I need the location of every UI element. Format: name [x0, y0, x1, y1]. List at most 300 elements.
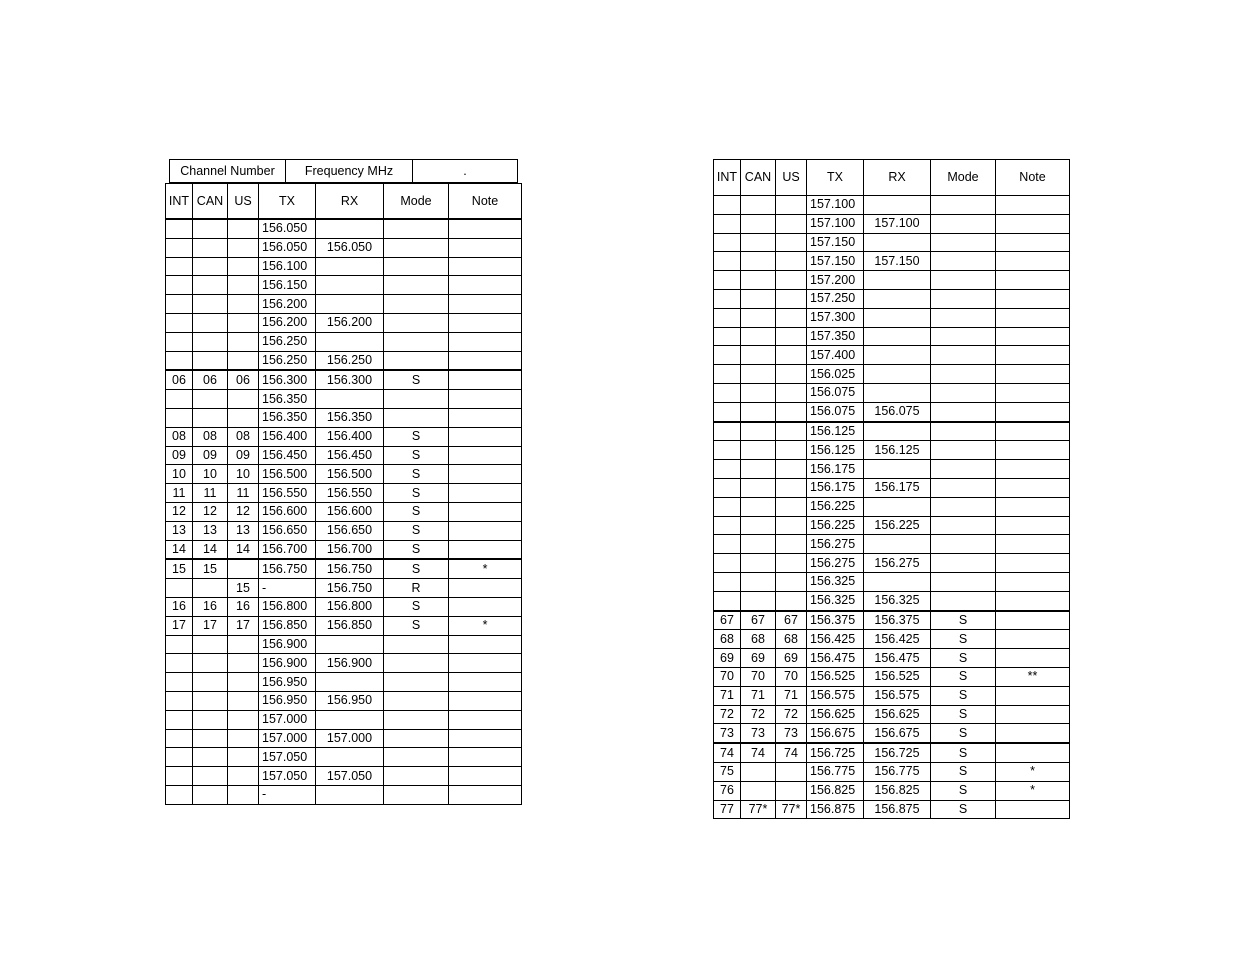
cell-can: 14 [193, 540, 228, 559]
cell-int [714, 516, 741, 535]
table-row [166, 616, 522, 635]
cell-tx: 156.450 [259, 446, 316, 465]
cell-mode [931, 196, 996, 215]
table-row [714, 233, 1070, 252]
cell-rx: 156.700 [316, 540, 384, 559]
cell-int: 16 [166, 597, 193, 616]
cell-us: 70 [776, 667, 807, 686]
cell-rx: 156.375 [864, 611, 931, 630]
cell-rx: 156.300 [316, 370, 384, 389]
cell-int [714, 214, 741, 233]
table-row [166, 767, 522, 786]
table-row [714, 743, 1070, 762]
cell-us: 69 [776, 649, 807, 668]
cell-note [996, 402, 1070, 421]
table-row [166, 390, 522, 409]
cell-tx: 156.325 [807, 572, 864, 591]
table-row [166, 691, 522, 710]
cell-int [714, 252, 741, 271]
cell-int [714, 196, 741, 215]
cell-mode [384, 276, 449, 295]
cell-rx [864, 422, 931, 441]
cell-us [776, 516, 807, 535]
cell-mode: S [931, 667, 996, 686]
cell-us [228, 351, 259, 370]
cell-note [996, 724, 1070, 743]
cell-note [996, 252, 1070, 271]
cell-mode: S [384, 616, 449, 635]
cell-tx: 156.825 [807, 781, 864, 800]
cell-note [996, 554, 1070, 573]
cell-can [193, 635, 228, 654]
cell-mode [384, 785, 449, 804]
cell-rx [316, 220, 384, 239]
cell-int [166, 654, 193, 673]
cell-note [449, 673, 522, 692]
cell-rx [316, 785, 384, 804]
table-row [166, 238, 522, 257]
cell-int: 75 [714, 762, 741, 781]
cell-us [776, 214, 807, 233]
table-row [714, 667, 1070, 686]
cell-note [996, 422, 1070, 441]
cell-note [449, 408, 522, 427]
cell-can: 72 [741, 705, 776, 724]
cell-rx: 156.475 [864, 649, 931, 668]
cell-us [228, 767, 259, 786]
cell-mode [931, 233, 996, 252]
cell-mode [931, 402, 996, 421]
table-row [714, 686, 1070, 705]
cell-us [228, 313, 259, 332]
cell-int: 73 [714, 724, 741, 743]
table-row [714, 535, 1070, 554]
table-row [714, 478, 1070, 497]
cell-us: 74 [776, 743, 807, 762]
cell-note [996, 611, 1070, 630]
cell-tx: 156.800 [259, 597, 316, 616]
cell-tx: 156.525 [807, 667, 864, 686]
cell-tx: 156.050 [259, 238, 316, 257]
cell-rx: 157.000 [316, 729, 384, 748]
cell-rx [316, 673, 384, 692]
cell-us: 11 [228, 484, 259, 503]
table-row [166, 748, 522, 767]
cell-rx: 156.825 [864, 781, 931, 800]
cell-tx: 156.950 [259, 691, 316, 710]
cell-rx [864, 196, 931, 215]
cell-tx: 156.425 [807, 630, 864, 649]
cell-note [996, 233, 1070, 252]
cell-mode: S [931, 762, 996, 781]
cell-rx [316, 295, 384, 314]
left-group-header [169, 159, 518, 183]
cell-int: 08 [166, 427, 193, 446]
cell-can: 09 [193, 446, 228, 465]
cell-us [228, 673, 259, 692]
cell-us: 15 [228, 579, 259, 598]
cell-note [449, 427, 522, 446]
cell-int [714, 308, 741, 327]
cell-tx: 157.050 [259, 748, 316, 767]
table-row [714, 800, 1070, 819]
left-channel-table [165, 219, 522, 805]
cell-note [996, 649, 1070, 668]
cell-tx: 156.325 [807, 591, 864, 610]
cell-us [228, 785, 259, 804]
cell-mode [931, 289, 996, 308]
cell-int [166, 276, 193, 295]
cell-tx: 156.075 [807, 402, 864, 421]
cell-int [714, 478, 741, 497]
cell-tx: 156.875 [807, 800, 864, 819]
cell-can [193, 710, 228, 729]
col-int: INT [714, 160, 741, 196]
cell-can [741, 365, 776, 384]
cell-tx: 156.175 [807, 460, 864, 479]
cell-tx: 156.550 [259, 484, 316, 503]
cell-can [741, 554, 776, 573]
cell-int [166, 313, 193, 332]
cell-note [449, 332, 522, 351]
table-row [714, 271, 1070, 290]
cell-can [741, 591, 776, 610]
cell-mode [931, 441, 996, 460]
cell-can [741, 271, 776, 290]
cell-rx: 156.850 [316, 616, 384, 635]
table-row [714, 383, 1070, 402]
table-row [166, 654, 522, 673]
cell-rx [864, 327, 931, 346]
cell-note [449, 390, 522, 409]
cell-can [193, 295, 228, 314]
table-row [714, 196, 1070, 215]
cell-us [776, 233, 807, 252]
col-can: CAN [741, 160, 776, 196]
cell-note [449, 767, 522, 786]
cell-note [449, 597, 522, 616]
cell-us [776, 289, 807, 308]
table-row [714, 497, 1070, 516]
table-row [714, 289, 1070, 308]
cell-tx: 156.200 [259, 295, 316, 314]
cell-int [714, 422, 741, 441]
cell-note [996, 441, 1070, 460]
table-row [714, 724, 1070, 743]
cell-note [996, 497, 1070, 516]
table-row [714, 630, 1070, 649]
cell-int: 74 [714, 743, 741, 762]
cell-can [193, 220, 228, 239]
cell-tx: 157.150 [807, 252, 864, 271]
cell-rx: 156.750 [316, 579, 384, 598]
cell-note [449, 276, 522, 295]
cell-int [166, 238, 193, 257]
table-row [714, 705, 1070, 724]
col-mode: Mode [384, 184, 449, 219]
cell-can [741, 346, 776, 365]
cell-mode [384, 238, 449, 257]
cell-us [228, 276, 259, 295]
cell-note [449, 313, 522, 332]
cell-can: 68 [741, 630, 776, 649]
cell-int: 69 [714, 649, 741, 668]
cell-can: 69 [741, 649, 776, 668]
cell-mode [931, 497, 996, 516]
cell-can: 17 [193, 616, 228, 635]
cell-int: 13 [166, 521, 193, 540]
cell-can [193, 238, 228, 257]
cell-tx: 156.600 [259, 502, 316, 521]
cell-note [996, 686, 1070, 705]
cell-tx: 157.400 [807, 346, 864, 365]
cell-can [193, 729, 228, 748]
cell-tx: 157.150 [807, 233, 864, 252]
cell-note [996, 383, 1070, 402]
cell-us [776, 781, 807, 800]
cell-note [996, 460, 1070, 479]
cell-note [449, 502, 522, 521]
cell-mode [931, 383, 996, 402]
cell-can [193, 313, 228, 332]
table-row [714, 781, 1070, 800]
cell-note: ** [996, 667, 1070, 686]
cell-mode [384, 654, 449, 673]
cell-rx: 156.275 [864, 554, 931, 573]
channel-number-header: Channel Number [170, 160, 286, 183]
cell-mode [931, 214, 996, 233]
cell-us [228, 559, 259, 578]
cell-note [449, 654, 522, 673]
cell-note [996, 308, 1070, 327]
cell-can [741, 516, 776, 535]
cell-note [996, 591, 1070, 610]
cell-rx: 156.600 [316, 502, 384, 521]
cell-tx: 157.000 [259, 710, 316, 729]
cell-can [193, 579, 228, 598]
cell-int [166, 635, 193, 654]
cell-note [996, 705, 1070, 724]
cell-mode [384, 408, 449, 427]
cell-us [776, 252, 807, 271]
table-row [166, 502, 522, 521]
cell-tx: 156.125 [807, 441, 864, 460]
col-tx: TX [259, 184, 316, 219]
cell-can [193, 673, 228, 692]
cell-mode [931, 271, 996, 290]
cell-int [714, 591, 741, 610]
cell-int: 14 [166, 540, 193, 559]
cell-us [776, 762, 807, 781]
cell-can [741, 422, 776, 441]
col-rx: RX [864, 160, 931, 196]
cell-rx: 156.575 [864, 686, 931, 705]
cell-rx: 156.750 [316, 559, 384, 578]
table-row [166, 427, 522, 446]
cell-us: 17 [228, 616, 259, 635]
cell-rx: 157.100 [864, 214, 931, 233]
table-row [714, 460, 1070, 479]
cell-us [776, 346, 807, 365]
cell-us [228, 220, 259, 239]
cell-int [166, 710, 193, 729]
cell-tx: 156.775 [807, 762, 864, 781]
cell-note [449, 521, 522, 540]
table-row [714, 308, 1070, 327]
cell-tx: - [259, 579, 316, 598]
table-row [166, 559, 522, 578]
cell-us: 77* [776, 800, 807, 819]
cell-int: 15 [166, 559, 193, 578]
cell-rx [316, 710, 384, 729]
col-note: Note [449, 184, 522, 219]
cell-mode: S [931, 630, 996, 649]
cell-us [776, 497, 807, 516]
cell-us [228, 408, 259, 427]
cell-rx: 157.150 [864, 252, 931, 271]
cell-int [166, 729, 193, 748]
cell-us: 67 [776, 611, 807, 630]
cell-int [166, 673, 193, 692]
cell-int [714, 327, 741, 346]
cell-mode: S [931, 649, 996, 668]
col-mode: Mode [931, 160, 996, 196]
cell-us [776, 308, 807, 327]
cell-rx [864, 535, 931, 554]
cell-us [776, 422, 807, 441]
cell-can [741, 383, 776, 402]
cell-can [741, 441, 776, 460]
cell-us [228, 729, 259, 748]
cell-rx: 156.775 [864, 762, 931, 781]
cell-us [776, 460, 807, 479]
cell-tx: 156.025 [807, 365, 864, 384]
table-row [166, 332, 522, 351]
cell-mode [931, 327, 996, 346]
cell-rx: 156.350 [316, 408, 384, 427]
cell-mode [931, 460, 996, 479]
cell-tx: 156.400 [259, 427, 316, 446]
col-note: Note [996, 160, 1070, 196]
cell-int: 09 [166, 446, 193, 465]
cell-can [741, 460, 776, 479]
cell-us [776, 365, 807, 384]
col-us: US [776, 160, 807, 196]
cell-tx: 156.225 [807, 497, 864, 516]
table-row [166, 597, 522, 616]
cell-mode [931, 422, 996, 441]
cell-int [166, 691, 193, 710]
cell-can [193, 257, 228, 276]
cell-tx: 157.000 [259, 729, 316, 748]
cell-mode: S [931, 611, 996, 630]
cell-note [449, 484, 522, 503]
cell-int [166, 785, 193, 804]
cell-note [449, 370, 522, 389]
cell-rx: 156.900 [316, 654, 384, 673]
cell-rx [316, 748, 384, 767]
cell-rx [864, 460, 931, 479]
cell-note: * [996, 762, 1070, 781]
cell-can [741, 252, 776, 271]
cell-rx: 156.200 [316, 313, 384, 332]
frequency-header: Frequency MHz [286, 160, 413, 183]
cell-rx [316, 257, 384, 276]
cell-rx: 156.500 [316, 465, 384, 484]
table-row [166, 710, 522, 729]
cell-note [996, 572, 1070, 591]
cell-note [449, 579, 522, 598]
cell-rx [864, 365, 931, 384]
cell-note [996, 800, 1070, 819]
cell-us: 71 [776, 686, 807, 705]
cell-note [996, 516, 1070, 535]
col-us: US [228, 184, 259, 219]
cell-can [193, 276, 228, 295]
cell-mode: S [384, 370, 449, 389]
cell-can [741, 572, 776, 591]
table-row [714, 346, 1070, 365]
cell-mode [931, 572, 996, 591]
cell-mode: S [931, 686, 996, 705]
cell-us: 73 [776, 724, 807, 743]
cell-can [741, 327, 776, 346]
table-row [714, 214, 1070, 233]
cell-int: 70 [714, 667, 741, 686]
cell-rx [316, 390, 384, 409]
cell-note [996, 478, 1070, 497]
cell-int [166, 390, 193, 409]
cell-can: 06 [193, 370, 228, 389]
cell-mode: S [384, 465, 449, 484]
cell-rx: 156.550 [316, 484, 384, 503]
cell-note [996, 630, 1070, 649]
cell-rx [864, 497, 931, 516]
cell-us [228, 295, 259, 314]
cell-tx: - [259, 785, 316, 804]
cell-int [714, 441, 741, 460]
cell-us [776, 402, 807, 421]
cell-tx: 157.200 [807, 271, 864, 290]
cell-can: 77* [741, 800, 776, 819]
table-row [166, 785, 522, 804]
table-row [166, 351, 522, 370]
cell-tx: 156.175 [807, 478, 864, 497]
table-row [166, 220, 522, 239]
cell-tx: 156.275 [807, 535, 864, 554]
cell-can: 74 [741, 743, 776, 762]
cell-tx: 156.275 [807, 554, 864, 573]
cell-int: 17 [166, 616, 193, 635]
cell-mode [931, 591, 996, 610]
table-row [166, 484, 522, 503]
cell-tx: 156.150 [259, 276, 316, 295]
cell-us [228, 748, 259, 767]
cell-int [714, 271, 741, 290]
cell-us [776, 441, 807, 460]
table-row [166, 313, 522, 332]
cell-rx: 156.675 [864, 724, 931, 743]
cell-can [193, 654, 228, 673]
cell-note: * [449, 559, 522, 578]
cell-rx: 157.050 [316, 767, 384, 786]
table-row [714, 422, 1070, 441]
cell-rx: 156.400 [316, 427, 384, 446]
table-row [714, 554, 1070, 573]
cell-can: 15 [193, 559, 228, 578]
cell-note [449, 748, 522, 767]
table-row [166, 521, 522, 540]
